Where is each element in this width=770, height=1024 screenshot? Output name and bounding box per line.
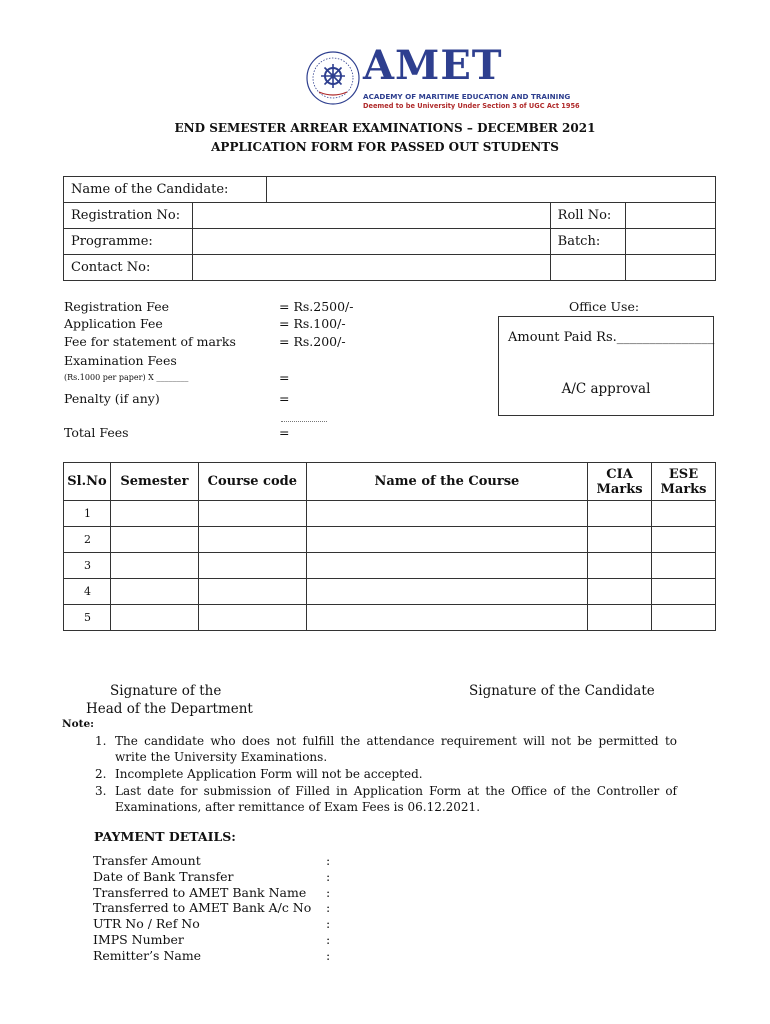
cia-cell[interactable]: [588, 605, 652, 631]
payment-heading: PAYMENT DETAILS:: [94, 829, 236, 844]
exam-fee-sub: (Rs.1000 per paper) X ________: [64, 373, 189, 382]
ese-cell[interactable]: [652, 579, 716, 605]
payment-label: Transfer Amount: [93, 853, 201, 868]
note-item: [95, 783, 677, 815]
office-use-heading: Office Use:: [569, 299, 640, 314]
payment-row: [93, 853, 353, 869]
cia-cell[interactable]: [588, 553, 652, 579]
batch-label: Batch:: [550, 229, 625, 255]
exam-fee-value: =: [279, 370, 290, 385]
total-divider: [281, 421, 327, 422]
application-fee-label: Application Fee: [64, 316, 163, 331]
payment-fields: [93, 853, 353, 964]
ese-cell[interactable]: [652, 527, 716, 553]
statement-fee-value: = Rs.200/-: [279, 334, 346, 349]
application-fee-value: = Rs.100/-: [279, 316, 346, 331]
ese-cell[interactable]: [652, 605, 716, 631]
hod-signature-line2: Head of the Department: [86, 701, 253, 717]
row-number: 3: [64, 553, 111, 579]
note-number: 3.: [95, 784, 107, 798]
cia-cell[interactable]: [588, 579, 652, 605]
batch-field[interactable]: [625, 229, 715, 255]
cia-cell[interactable]: [588, 527, 652, 553]
col-cia-marks: CIA Marks: [588, 463, 652, 501]
logo-brand: AMET: [363, 42, 503, 89]
table-row: [64, 605, 716, 631]
ac-approval-label: A/C approval: [561, 381, 651, 397]
payment-sep: :: [326, 947, 331, 963]
payment-sep: :: [326, 884, 331, 900]
note-text: Last date for submission of Filled in Application Form at the Office of the Controller of Examinations, after remittance of Exam Fees is 06.12.2021.: [115, 784, 677, 814]
semester-cell[interactable]: [110, 527, 198, 553]
course-name-cell[interactable]: [306, 605, 587, 631]
col-course-name: Name of the Course: [306, 463, 587, 501]
ese-cell[interactable]: [652, 553, 716, 579]
semester-cell[interactable]: [110, 605, 198, 631]
note-number: 1.: [95, 734, 107, 748]
programme-field[interactable]: [193, 229, 550, 255]
exam-fee-label: Examination Fees: [64, 353, 177, 368]
col-slno: Sl.No: [64, 463, 111, 501]
col-course-code: Course code: [198, 463, 306, 501]
payment-sep: :: [326, 900, 331, 916]
total-fee-value: =: [279, 425, 290, 440]
semester-cell[interactable]: [110, 553, 198, 579]
penalty-value: =: [279, 391, 290, 406]
programme-label: Programme:: [64, 229, 193, 255]
row-number: 2: [64, 527, 111, 553]
logo-tagline: Deemed to be University Under Section 3 of UGC Act 1956: [363, 102, 580, 110]
note-item: [95, 766, 677, 782]
row-number: 1: [64, 501, 111, 527]
payment-sep: :: [326, 868, 331, 884]
note-text: Incomplete Application Form will not be accepted.: [115, 767, 423, 781]
course-table: [63, 462, 716, 631]
payment-sep: :: [326, 853, 331, 868]
payment-label: Date of Bank Transfer: [93, 868, 234, 884]
candidate-signature: Signature of the Candidate: [469, 683, 655, 699]
course-name-cell[interactable]: [306, 553, 587, 579]
amount-paid-label: Amount Paid Rs._______________: [508, 330, 715, 345]
notes-list: [95, 733, 677, 816]
registration-fee-label: Registration Fee: [64, 299, 170, 314]
registration-field[interactable]: [193, 203, 550, 229]
course-code-cell[interactable]: [198, 501, 306, 527]
payment-sep: :: [326, 916, 331, 932]
payment-label: Transferred to AMET Bank A/c No: [93, 900, 312, 916]
form-subtitle: APPLICATION FORM FOR PASSED OUT STUDENTS: [211, 140, 559, 154]
row-number: 4: [64, 579, 111, 605]
row-number: 5: [64, 605, 111, 631]
note-item: [95, 733, 677, 765]
course-code-cell[interactable]: [198, 605, 306, 631]
payment-row: [93, 932, 353, 948]
payment-row: [93, 916, 353, 932]
payment-label: Transferred to AMET Bank Name: [93, 884, 307, 900]
candidate-details-table: [63, 176, 716, 281]
course-name-cell[interactable]: [306, 527, 587, 553]
table-row: [64, 501, 716, 527]
registration-fee-value: = Rs.2500/-: [279, 299, 354, 314]
cia-cell[interactable]: [588, 501, 652, 527]
payment-row: [93, 885, 353, 901]
contact-extra-field[interactable]: [550, 255, 625, 281]
table-row: [64, 527, 716, 553]
contact-label: Contact No:: [64, 255, 193, 281]
form-title: END SEMESTER ARREAR EXAMINATIONS – DECEMBER 2021: [174, 121, 596, 135]
table-row: [64, 579, 716, 605]
semester-cell[interactable]: [110, 579, 198, 605]
col-semester: Semester: [110, 463, 198, 501]
logo-full-name: ACADEMY OF MARITIME EDUCATION AND TRAINING: [363, 92, 571, 101]
total-fee-label: Total Fees: [64, 425, 129, 440]
payment-label: UTR No / Ref No: [93, 916, 200, 932]
name-field[interactable]: [266, 177, 715, 203]
registration-label: Registration No:: [64, 203, 193, 229]
payment-label: IMPS Number: [93, 931, 184, 947]
course-name-cell[interactable]: [306, 501, 587, 527]
table-row: [64, 553, 716, 579]
ship-wheel-seal-icon: [305, 50, 361, 106]
contact-extra-field-2[interactable]: [625, 255, 715, 281]
course-code-cell[interactable]: [198, 553, 306, 579]
payment-row: [93, 948, 353, 964]
course-name-cell[interactable]: [306, 579, 587, 605]
contact-field[interactable]: [193, 255, 550, 281]
amet-logo: [305, 42, 580, 112]
statement-fee-label: Fee for statement of marks: [64, 334, 236, 349]
office-use-box: [498, 316, 714, 416]
payment-row: [93, 900, 353, 916]
semester-cell[interactable]: [110, 501, 198, 527]
note-number: 2.: [95, 767, 107, 781]
penalty-label: Penalty (if any): [64, 391, 160, 406]
ese-cell[interactable]: [652, 501, 716, 527]
col-ese-marks: ESE Marks: [652, 463, 716, 501]
roll-field[interactable]: [625, 203, 715, 229]
course-code-cell[interactable]: [198, 579, 306, 605]
hod-signature-line1: Signature of the: [110, 683, 222, 699]
name-label: Name of the Candidate:: [64, 177, 267, 203]
roll-label: Roll No:: [550, 203, 625, 229]
note-text: The candidate who does not fulfill the attendance requirement will not be permitted to write the University Examinations.: [115, 734, 677, 764]
payment-sep: :: [326, 931, 331, 947]
note-label: Note:: [62, 718, 95, 730]
payment-label: Remitter’s Name: [93, 947, 202, 963]
course-code-cell[interactable]: [198, 527, 306, 553]
payment-row: [93, 869, 353, 885]
